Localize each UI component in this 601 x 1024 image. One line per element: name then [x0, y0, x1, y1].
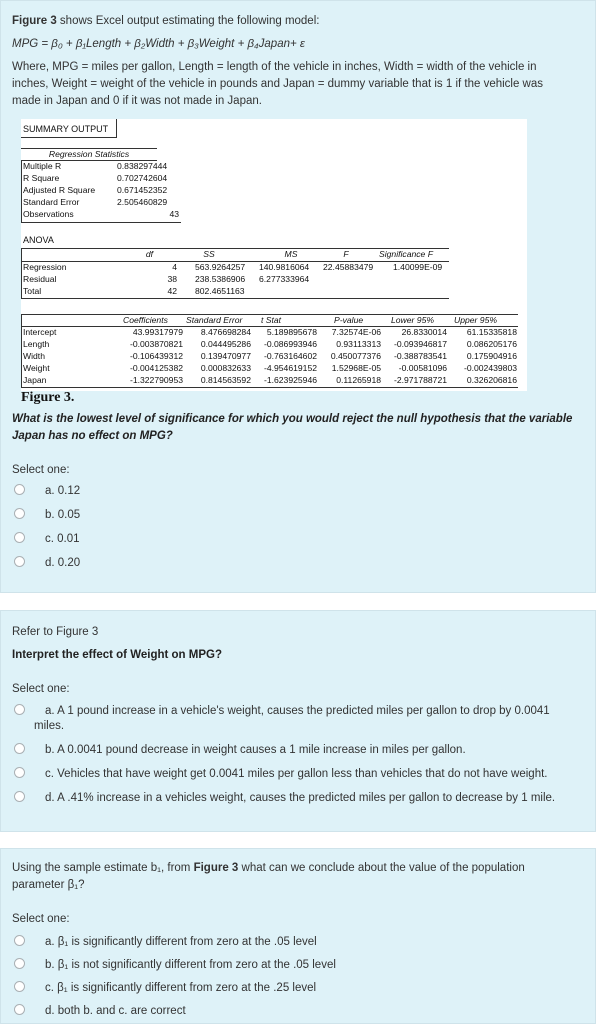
coef-p: 0.93113313 [336, 339, 381, 349]
reg-stat-label: R Square [23, 173, 60, 183]
coef-upper: 0.175904916 [466, 351, 517, 361]
divider [116, 119, 117, 138]
reg-stats-title: Regression Statistics [48, 149, 130, 159]
radio-button[interactable] [14, 767, 25, 778]
coef-lower: -0.093946817 [393, 339, 447, 349]
radio-button[interactable] [14, 935, 25, 946]
anova-label: Regression [23, 262, 67, 272]
refer-to-figure: Refer to Figure 3 [12, 626, 99, 638]
reg-stat-value: 0.702742604 [117, 173, 168, 183]
anova-header: df [145, 249, 153, 259]
radio-button[interactable] [14, 981, 25, 992]
coef-lower: -0.388783541 [393, 351, 447, 361]
coef-header: P-value [334, 315, 364, 325]
where-line-3: made in Japan and 0 if it was not made in Japan. [12, 95, 262, 107]
where-line-2: inches, Weight = weight of the vehicle in pounds and Japan = dummy variable that is 1 if the vehicle was [12, 78, 544, 90]
where-line-1: Where, MPG = miles per gallon, Length = length of the vehicle in inches, Width = width of the vehicle in [12, 61, 537, 73]
anova-df: 4 [172, 262, 177, 272]
radio-button[interactable] [14, 556, 25, 567]
q1-option-d[interactable]: d. 0.20 [14, 555, 80, 571]
coef-lower: -0.00581096 [398, 363, 447, 373]
q1-question-line-1: What is the lowest level of significance for which you would reject the null hypothesis that the variable [12, 413, 573, 425]
radio-button[interactable] [14, 1004, 25, 1015]
question-3-panel [0, 848, 596, 1024]
q1-option-b[interactable]: b. 0.05 [14, 507, 80, 523]
radio-button[interactable] [14, 743, 25, 754]
coef-upper: 61.15335818 [466, 327, 517, 337]
coef-upper: 0.086205176 [466, 339, 517, 349]
divider [21, 160, 22, 223]
coef-lower: -2.971788721 [393, 375, 447, 385]
q1-intro: Figure 3 shows Excel output estimating the following model: [12, 15, 320, 27]
q2-option-c[interactable]: c. Vehicles that have weight get 0.0041 miles per gallon less than vehicles that do not have weight. [14, 766, 547, 782]
coef-value: 43.99317979 [132, 327, 183, 337]
radio-button[interactable] [14, 532, 25, 543]
coef-header: Coefficients [123, 315, 168, 325]
coef-header: Lower 95% [391, 315, 434, 325]
q1-question-line-2: Japan has no effect on MPG? [12, 430, 173, 442]
radio-button[interactable] [14, 791, 25, 802]
coef-header: Upper 95% [454, 315, 497, 325]
coef-t: 5.189895678 [266, 327, 317, 337]
radio-button[interactable] [14, 508, 25, 519]
coef-p: 0.11265918 [336, 375, 381, 385]
anova-ms: 6.277333964 [259, 274, 310, 284]
anova-ms: 140.9816064 [259, 262, 310, 272]
coef-label: Japan [23, 375, 47, 385]
coef-p: 0.450077376 [330, 351, 381, 361]
q3-option-b[interactable]: b. β₁ is not significantly different from zero at the .05 level [14, 957, 336, 973]
reg-stat-label: Observations [23, 209, 74, 219]
question-2-panel [0, 610, 596, 832]
coef-label: Width [23, 351, 45, 361]
reg-stat-label: Standard Error [23, 197, 80, 207]
coef-lower: 26.8330014 [401, 327, 447, 337]
anova-df: 38 [167, 274, 177, 284]
coef-t: -1.623925946 [263, 375, 317, 385]
q2-option-b[interactable]: b. A 0.0041 pound decrease in weight causes a 1 mile increase in miles per gallon. [14, 742, 466, 758]
coef-value: -0.004125382 [129, 363, 183, 373]
anova-f: 22.45883479 [323, 262, 374, 272]
q2-option-a[interactable]: a. A 1 pound increase in a vehicle's weight, causes the predicted miles per gallon to drop by 0.0041 [14, 703, 550, 719]
anova-label: Total [23, 286, 42, 296]
reg-stat-label: Multiple R [23, 161, 62, 171]
anova-sig: 1.40099E-09 [393, 262, 443, 272]
coef-value: -1.322790953 [129, 375, 183, 385]
divider [21, 137, 117, 138]
select-one-label: Select one: [12, 464, 70, 476]
coef-label: Intercept [23, 327, 57, 337]
q1-option-a[interactable]: a. 0.12 [14, 483, 80, 499]
coef-upper: 0.326206816 [466, 375, 517, 385]
anova-ss: 802.4651163 [195, 286, 245, 296]
q2-option-a-continued: miles. [34, 720, 65, 732]
coef-label: Length [23, 339, 50, 349]
select-one-label: Select one: [12, 913, 70, 925]
coef-se: 8.476698284 [200, 327, 251, 337]
divider [21, 298, 449, 299]
q2-option-d[interactable]: d. A .41% increase in a vehicles weight, causes the predicted miles per gallon to decrease by 1 mile. [14, 790, 555, 806]
q3-option-a[interactable]: a. β₁ is significantly different from zero at the .05 level [14, 934, 317, 950]
q3-prompt-line-2: parameter β₁? [12, 879, 85, 891]
coef-se: 0.139470977 [200, 351, 251, 361]
coef-se: 0.814563592 [200, 375, 251, 385]
anova-label: Residual [23, 274, 57, 284]
coef-t: -0.086993946 [263, 339, 317, 349]
anova-header: SS [203, 249, 215, 259]
coef-t: -4.954619152 [263, 363, 317, 373]
divider [21, 314, 22, 387]
anova-header: MS [284, 249, 298, 259]
summary-title: SUMMARY OUTPUT [23, 124, 109, 134]
coef-se: 0.044495286 [200, 339, 251, 349]
anova-header: F [343, 249, 349, 259]
coef-upper: -0.002439803 [463, 363, 517, 373]
coef-value: -0.003870821 [129, 339, 183, 349]
coef-header: t Stat [261, 315, 282, 325]
coef-label: Weight [23, 363, 50, 373]
q3-option-c[interactable]: c. β₁ is significantly different from zero at the .25 level [14, 980, 316, 996]
coef-se: 0.000832633 [200, 363, 251, 373]
radio-button[interactable] [14, 484, 25, 495]
reg-stat-value: 2.505460829 [117, 197, 168, 207]
reg-stat-value: 43 [169, 209, 179, 219]
q3-option-d[interactable]: d. both b. and c. are correct [14, 1003, 186, 1019]
divider [21, 222, 181, 223]
anova-ss: 563.9264257 [195, 262, 246, 272]
coef-value: -0.106439312 [129, 351, 183, 361]
radio-button[interactable] [14, 704, 25, 715]
coef-p: 1.52968E-05 [331, 363, 381, 373]
divider [21, 248, 22, 298]
anova-df: 42 [167, 286, 177, 296]
q1-option-c[interactable]: c. 0.01 [14, 531, 80, 547]
coef-p: 7.32574E-06 [331, 327, 381, 337]
anova-title: ANOVA [23, 235, 54, 245]
figure-caption: Figure 3. [21, 390, 75, 405]
model-equation: MPG = β₀ + β₁Length + β₂Width + β₃Weight + β₄Japan+ ε [12, 38, 305, 50]
divider [21, 387, 518, 388]
reg-stat-value: 0.671452352 [117, 185, 168, 195]
excel-summary-output [21, 119, 527, 391]
reg-stat-label: Adjusted R Square [23, 185, 96, 195]
reg-stat-value: 0.838297444 [117, 161, 168, 171]
q3-prompt: Using the sample estimate b₁, from Figure 3 what can we conclude about the value of the population [12, 862, 525, 874]
select-one-label: Select one: [12, 683, 70, 695]
anova-ss: 238.5386906 [195, 274, 246, 284]
radio-button[interactable] [14, 958, 25, 969]
coef-t: -0.763164602 [263, 351, 317, 361]
q2-question: Interpret the effect of Weight on MPG? [12, 649, 222, 661]
anova-header: Significance F [379, 249, 433, 259]
coef-header: Standard Error [186, 315, 243, 325]
